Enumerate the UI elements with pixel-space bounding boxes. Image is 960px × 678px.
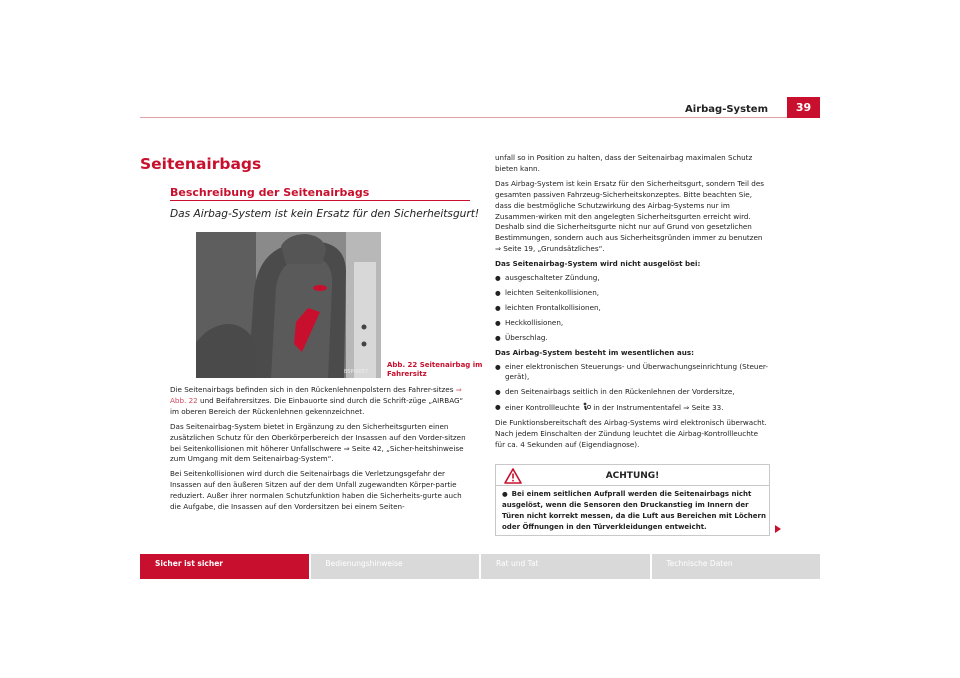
warning-box	[495, 464, 770, 536]
figure-caption-line2: Fahrersitz	[387, 369, 427, 378]
warning-text-body: Bei einem seitlichen Aufprall werden die Seitenairbags nicht ausgelöst, wenn die Sensoren den Druckanstieg im Innern der Türen nicht korrekt messen, da die Luft aus Bereichen mit Löchern oder Öffnungen in den Türverkleidungen entweicht.	[502, 490, 766, 531]
car-seat-illustration	[196, 232, 381, 378]
tab-technische-daten[interactable]: Technische Daten	[652, 554, 821, 579]
tab-bedienungshinweise[interactable]: Bedienungshinweise	[311, 554, 480, 579]
list-heading: Das Seitenairbag-System wird nicht ausgelöst bei:	[495, 259, 701, 269]
list-item: ● ausgeschalteter Zündung,	[495, 273, 770, 284]
figure-caption-line1: Abb. 22 Seitenairbag im	[387, 361, 483, 369]
bullet-icon: ●	[502, 490, 508, 498]
list-item-text: einer Kontrollleuchte	[505, 403, 582, 413]
paragraph	[170, 385, 470, 418]
paragraph: Das Airbag-System ist kein Ersatz für den Sicherheitsgurt, sondern Teil des gesamten passiven Fahrzeug-Sicherheitskonzeptes. Bitte beachten Sie, dass die bestmögliche Schutzwirkung des Airbag-Systems nur im Zusammen-wirken mit den angelegten Sicherheitsgurten erreicht wird. Deshalb sind die Sicherheitsgurte nicht nur auf Grund von gesetzlichen Bestimmungen, sondern auch aus Sicherheitsgründen immer zu benutzen ⇒ Seite 19, „Grundsätzliches“.	[495, 178, 764, 254]
section-title: Beschreibung der Seitenairbags	[170, 186, 370, 199]
section-rule	[170, 200, 470, 201]
warning-title: ACHTUNG!	[605, 471, 660, 481]
list-item	[495, 402, 770, 414]
page-number-badge: 39	[787, 97, 820, 118]
header-rule	[140, 117, 820, 118]
list-item: ● Heckkollisionen,	[495, 318, 770, 329]
figure-link[interactable]: ⇒ Abb. 22	[170, 385, 462, 405]
continue-arrow-icon[interactable]	[775, 525, 781, 533]
figure-caption	[387, 361, 482, 378]
list-item: ● den Seitenairbags seitlich in den Rückenlehnen der Vordersitze,	[495, 387, 770, 398]
list-item: ● leichten Frontalkollisionen,	[495, 303, 770, 314]
list-item-text: in der Instrumententafel ⇒ Seite 33.	[590, 403, 724, 413]
list-heading: Das Airbag-System besteht im wesentlichen aus:	[495, 347, 694, 357]
paragraph-text: Die Seitenairbags befinden sich in den Rückenlehnenpolstern des Fahrer-sitzes	[170, 385, 456, 394]
footer-navigation	[140, 554, 820, 579]
page-title: Seitenairbags	[140, 155, 262, 173]
components-list	[495, 362, 770, 415]
paragraph: unfall so in Position zu halten, dass der Seitenairbag maximalen Schutz bieten kann.	[495, 153, 753, 173]
figure-code: B5P-0057	[344, 369, 369, 375]
airbag-warning-lamp-icon	[582, 402, 591, 411]
tab-sicher-ist-sicher[interactable]: Sicher ist sicher	[140, 554, 309, 579]
paragraph: Das Seitenairbag-System bietet in Ergänzung zu den Sicherheitsgurten einen zusätzlichen Schutz für den Oberkörperbereich der Insassen auf den Vorder-sitzen bei Seitenkollisionen mit höherer Unfallschwere ⇒ Seite 42, „Sicher-heitshinweise zum Umgang mit dem Seitenairbag-System“.	[170, 421, 466, 464]
list-item: ● einer elektronischen Steuerungs- und Überwachungseinrichtung (Steuer-gerät),	[495, 362, 770, 384]
list-item: ● Überschlag.	[495, 333, 770, 344]
right-column	[495, 153, 770, 455]
lead-statement: Das Airbag-System ist kein Ersatz für den Sicherheitsgurt!	[170, 208, 480, 220]
paragraph-text: und Beifahrersitzes. Die Einbauorte sind durch die Schrift-züge „AIRBAG“ im oberen Bereich der Rückenlehnen gekennzeichnet.	[170, 395, 464, 416]
not-triggered-list	[495, 273, 770, 344]
left-column	[170, 385, 470, 517]
warning-text	[502, 489, 766, 533]
paragraph: Die Funktionsbereitschaft des Airbag-Systems wird elektronisch überwacht. Nach jedem Einschalten der Zündung leuchtet die Airbag-Kontrollleuchte für ca. 4 Sekunden auf (Eigendiagnose).	[495, 418, 767, 449]
warning-rule	[496, 485, 769, 486]
list-item: ● leichten Seitenkollisionen,	[495, 288, 770, 299]
paragraph: Bei Seitenkollisionen wird durch die Seitenairbags die Verletzungsgefahr der Insassen auf den äußeren Sitzen auf der dem Unfall zugewandten Körper-partie reduziert. Außer ihrer normalen Schutzfunktion haben die Sicherheits-gurte auch die Aufgabe, die Insassen auf den Vordersitzen bei einem Seiten-	[170, 469, 462, 512]
page-header-title: Airbag-System	[685, 104, 768, 115]
seat-airbag-figure	[196, 232, 381, 378]
tab-rat-und-tat[interactable]: Rat und Tat	[481, 554, 650, 579]
